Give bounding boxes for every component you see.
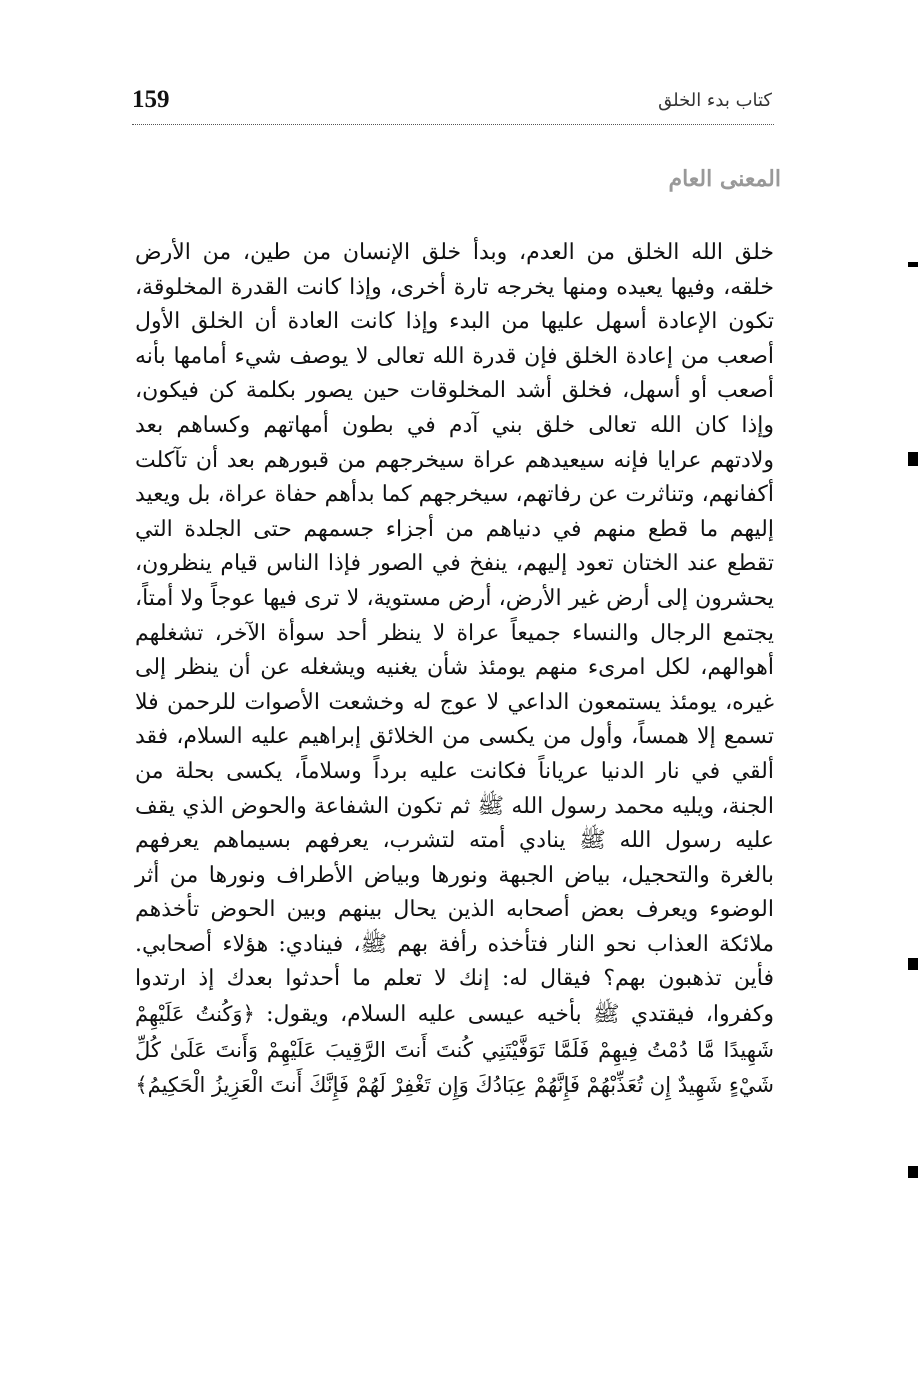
body-paragraph	[135, 236, 774, 1104]
section-heading: المعنى العام	[668, 166, 781, 192]
margin-mark	[908, 958, 918, 970]
margin-mark	[908, 262, 918, 267]
page-header	[132, 86, 772, 120]
body-prose: خلق الله الخلق من العدم، وبدأ خلق الإنسان من طين، من الأرض خلقه، وفيها يعيده ومنها يخرجه تارة أخرى، وإذا كانت القدرة المخلوقة، تكون الإعادة أسهل عليها من البدء وإذا كانت العادة أن الخلق الأول أصعب من إعادة الخلق فإن قدرة الله تعالى لا يوصف شيء أمامها بأنه أصعب أو أسهل، فخلق أشد المخلوقات حين يصور بكلمة كن فيكون، وإذا كان الله تعالى خلق بني آدم في بطون أمهاتهم وكساهم بعد ولادتهم عرايا فإنه سيعيدهم عراة سيخرجهم من قبورهم بعد أن تآكلت أكفانهم، وتناثرت عن رفاتهم، سيخرجهم كما بدأهم حفاة عراة، بل ويعيد إليهم ما قطع منهم في دنياهم من أجزاء جسمهم حتى الجلدة التي تقطع عند الختان تعود إليهم، ينفخ في الصور فإذا الناس قيام ينظرون، يحشرون إلى أرض غير الأرض، أرض مستوية، لا ترى فيها عوجاً ولا أمتاً، يجتمع الرجال والنساء جميعاً عراة لا ينظر أحد سوأة الآخر، تشغلهم أهوالهم، لكل امرىء منهم يومئذ شأن يغنيه ويشغله عن أن ينظر إلى غيره، يومئذ يستمعون الداعي لا عوج له وخشعت الأصوات للرحمن فلا تسمع إلا همساً، وأول من يكسى من الخلائق إبراهيم عليه السلام، فقد ألقي في نار الدنيا عرياناً فكانت عليه برداً وسلاماً، يكسى بحلة من الجنة، ويليه محمد رسول الله ﷺ ثم تكون الشفاعة والحوض الذي يقف عليه رسول الله ﷺ ينادي أمته لتشرب، يعرفهم بسيماهم يعرفهم بالغرة والتحجيل، بياض الجبهة ونورها وبياض الأطراف ونورها من أثر الوضوء ويعرف بعض أصحابه الذين يحال بينهم وبين الحوض تأخذهم ملائكة العذاب نحو النار فتأخذه رأفة بهم ﷺ، فينادي: هؤلاء أصحابي. فأين تذهبون بهم؟ فيقال له: إنك لا تعلم ما أحدثوا بعدك إذ ارتدوا وكفروا، فيقتدي ﷺ بأخيه عيسى عليه السلام، ويقول:	[135, 240, 774, 1028]
margin-mark	[908, 452, 918, 466]
header-divider	[132, 124, 774, 125]
page-number: 159	[132, 86, 170, 113]
quran-verse: ﴿وَكُنتُ عَلَيْهِمْ شَهِيدًا مَّا دُمْتُ فِيهِمْ فَلَمَّا تَوَفَّيْتَنِي كُنتَ أَنتَ الرَّقِيبَ عَلَيْهِمْ وَأَنتَ عَلَىٰ كُلِّ شَيْءٍ شَهِيدٌ إِن تُعَذِّبْهُمْ فَإِنَّهُمْ عِبَادُكَ وَإِن تَغْفِرْ لَهُمْ فَإِنَّكَ أَنتَ الْعَزِيزُ الْحَكِيمُ﴾	[135, 1002, 774, 1098]
running-title: كتاب بدء الخلق	[658, 90, 772, 111]
margin-mark	[908, 1166, 918, 1178]
